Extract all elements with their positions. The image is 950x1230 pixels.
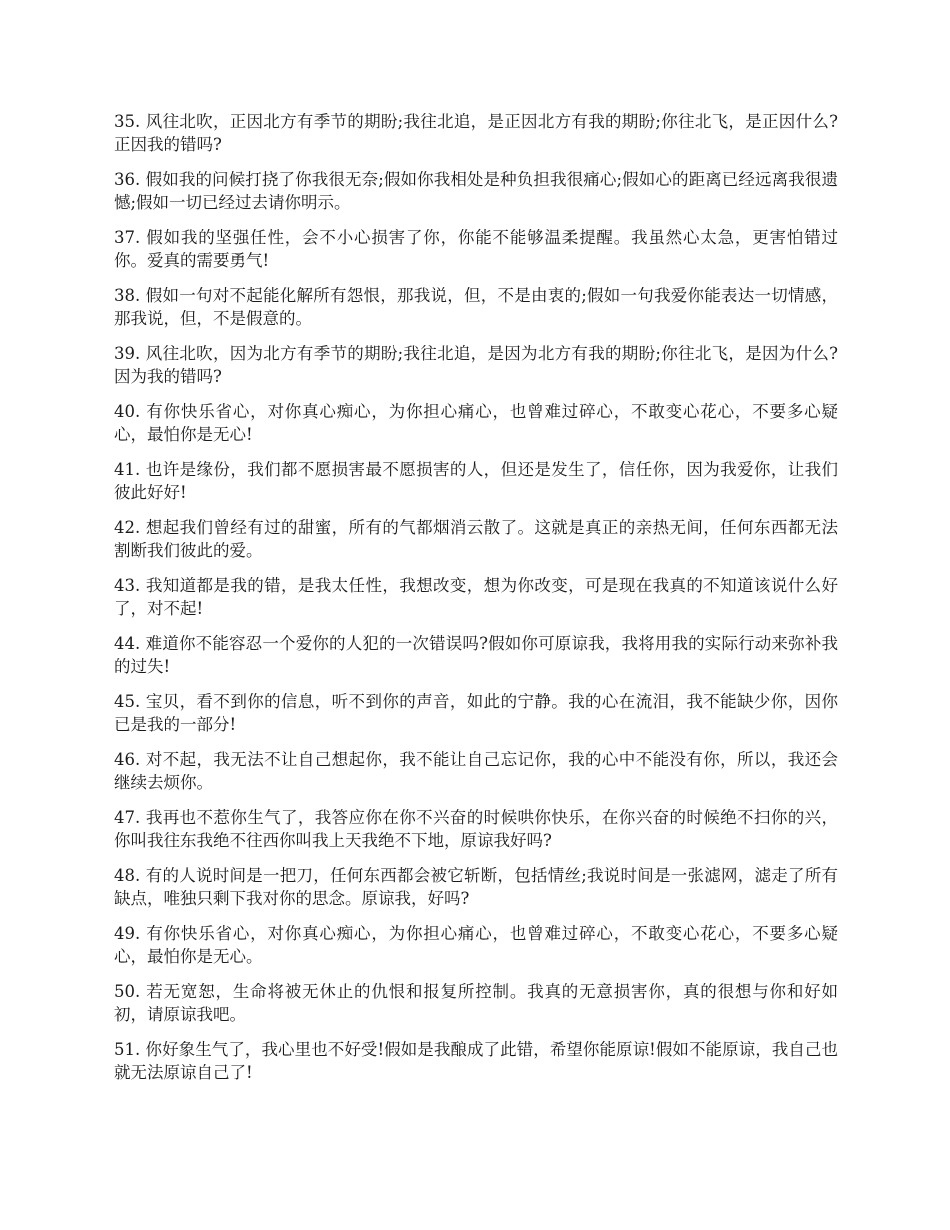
paragraph-42: 42. 想起我们曾经有过的甜蜜，所有的气都烟消云散了。这就是真正的亲热无间，任何东西都无法割断我们彼此的爱。 [114,518,838,560]
paragraph-36: 36. 假如我的问候打挠了你我很无奈;假如你我相处是种负担我很痛心;假如心的距离已经远离我很遗憾;假如一切已经过去请你明示。 [114,170,838,212]
paragraph-49: 49. 有你快乐省心，对你真心痴心，为你担心痛心，也曾难过碎心，不敢变心花心，不要多心疑心，最怕你是无心。 [114,924,838,966]
document-body [114,110,838,1096]
paragraph-39: 39. 风往北吹，因为北方有季节的期盼;我往北追，是因为北方有我的期盼;你往北飞，是因为什么?因为我的错吗? [114,344,838,386]
paragraph-38: 38. 假如一句对不起能化解所有怨恨，那我说，但，不是由衷的;假如一句我爱你能表达一切情感，那我说，但，不是假意的。 [114,286,838,328]
paragraph-43: 43. 我知道都是我的错，是我太任性，我想改变，想为你改变，可是现在我真的不知道该说什么好了，对不起! [114,576,838,618]
paragraph-45: 45. 宝贝，看不到你的信息，听不到你的声音，如此的宁静。我的心在流泪，我不能缺少你，因你已是我的一部分! [114,692,838,734]
paragraph-51: 51. 你好象生气了，我心里也不好受!假如是我酿成了此错，希望你能原谅!假如不能原谅，我自己也就无法原谅自己了! [114,1040,838,1082]
paragraph-44: 44. 难道你不能容忍一个爱你的人犯的一次错误吗?假如你可原谅我，我将用我的实际行动来弥补我的过失! [114,634,838,676]
paragraph-50: 50. 若无宽恕，生命将被无休止的仇恨和报复所控制。我真的无意损害你，真的很想与你和好如初，请原谅我吧。 [114,982,838,1024]
paragraph-47: 47. 我再也不惹你生气了，我答应你在你不兴奋的时候哄你快乐，在你兴奋的时候绝不扫你的兴，你叫我往东我绝不往西你叫我上天我绝不下地，原谅我好吗? [114,808,838,850]
paragraph-40: 40. 有你快乐省心，对你真心痴心，为你担心痛心，也曾难过碎心，不敢变心花心，不要多心疑心，最怕你是无心! [114,402,838,444]
paragraph-41: 41. 也许是缘份，我们都不愿损害最不愿损害的人，但还是发生了，信任你，因为我爱你，让我们彼此好好! [114,460,838,502]
paragraph-48: 48. 有的人说时间是一把刀，任何东西都会被它斩断，包括情丝;我说时间是一张滤网，滤走了所有缺点，唯独只剩下我对你的思念。原谅我，好吗? [114,866,838,908]
paragraph-37: 37. 假如我的坚强任性，会不小心损害了你，你能不能够温柔提醒。我虽然心太急，更害怕错过你。爱真的需要勇气! [114,228,838,270]
paragraph-46: 46. 对不起，我无法不让自己想起你，我不能让自己忘记你，我的心中不能没有你，所以，我还会继续去烦你。 [114,750,838,792]
paragraph-35: 35. 风往北吹，正因北方有季节的期盼;我往北追，是正因北方有我的期盼;你往北飞，是正因什么?正因我的错吗? [114,112,838,154]
